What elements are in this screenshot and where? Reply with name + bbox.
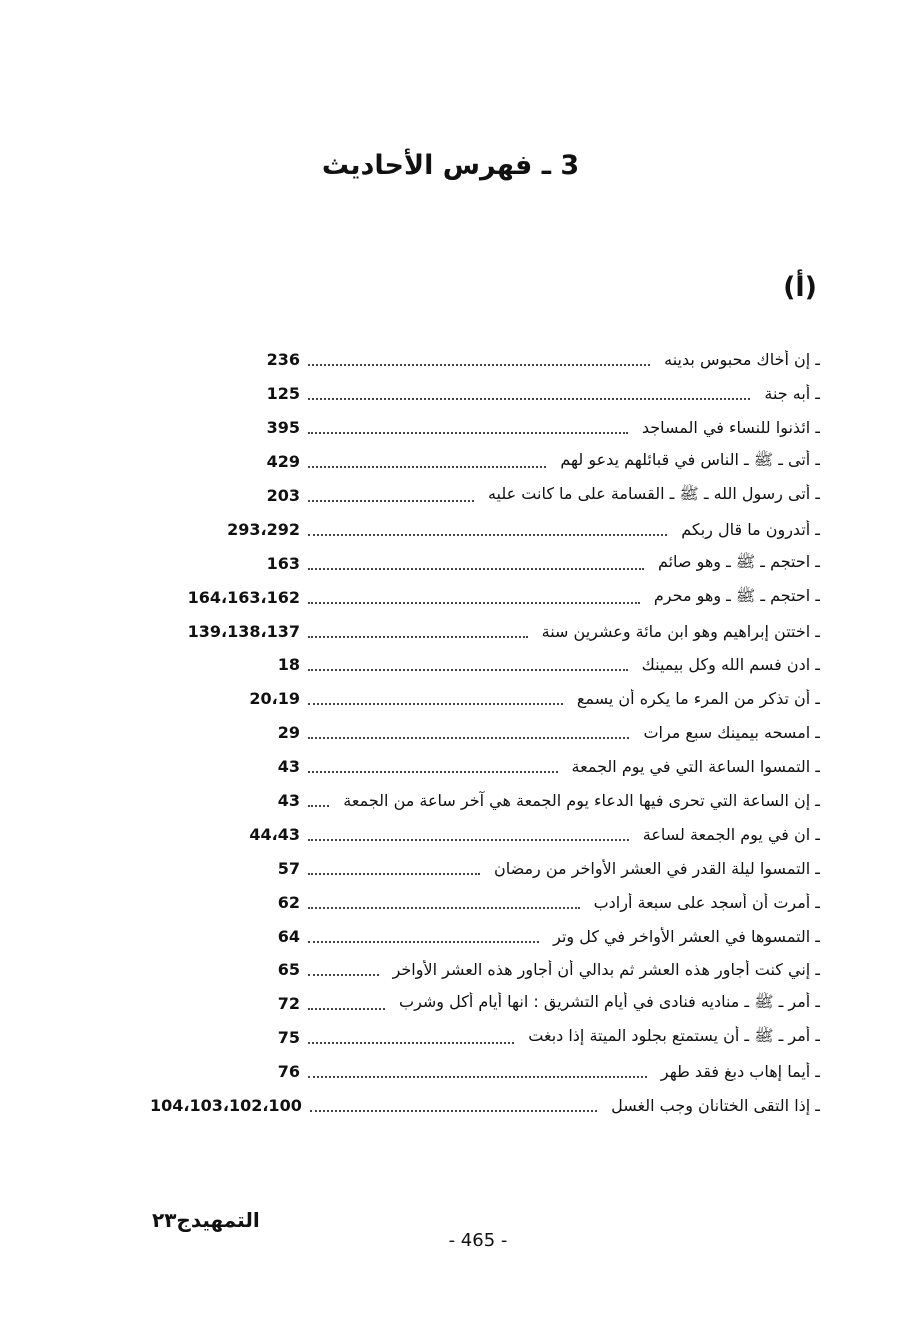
hadith-text: ـ اختتن إبراهيم وهو ابن مائة وعشرين سنة (541, 621, 820, 641)
index-entry-row (150, 919, 820, 953)
page-references: 163 (266, 553, 300, 573)
index-entry-row (150, 614, 820, 648)
hadith-text: ـ التمسوا الساعة التي في يوم الجمعة (571, 757, 820, 777)
page-references: 236 (266, 350, 300, 370)
dot-leader (308, 973, 379, 976)
hadith-text: ـ أمر ـ ﷺ ـ مناديه فنادى في أيام التشريق : انها أيام أكل وشرب (399, 992, 820, 1012)
dot-leader (308, 872, 480, 875)
index-entry-row (150, 953, 820, 987)
page-references: 293،292 (227, 519, 300, 539)
dot-leader (308, 567, 644, 570)
hadith-text: ـ أيما إهاب دبغ فقد طهر (660, 1062, 820, 1082)
index-entry-row (150, 512, 820, 546)
dot-leader (308, 702, 563, 705)
index-entry-row (150, 851, 820, 885)
hadith-text: ـ ادن فسم الله وكل بيمينك (641, 655, 820, 675)
page-references: 72 (277, 994, 300, 1014)
index-entry-row (150, 580, 820, 614)
page-references: 395 (266, 418, 300, 438)
page-references: 64 (277, 926, 300, 946)
hadith-text: ـ أن تذكر من المرء ما يكره أن يسمع (576, 689, 820, 709)
dot-leader (308, 838, 629, 841)
index-entry-row (150, 1089, 820, 1123)
dot-leader (308, 770, 558, 773)
dot-leader (308, 1041, 514, 1044)
dot-leader (308, 940, 539, 943)
page-references: 57 (277, 858, 300, 878)
hadith-text: ـ أبه جنة (764, 384, 820, 404)
hadith-text: ـ إن الساعة التي تحرى فيها الدعاء يوم الجمعة هي آخر ساعة من الجمعة (343, 791, 820, 811)
page-references: 125 (266, 384, 300, 404)
index-entry-row (150, 716, 820, 750)
hadith-text: ـ أمر ـ ﷺ ـ أن يستمتع بجلود الميتة إذا دبغت (528, 1026, 820, 1046)
index-entry-row (150, 377, 820, 411)
page-references: 62 (277, 892, 300, 912)
hadith-text: ـ إني كنت أجاور هذه العشر ثم بدالي أن أجاور هذه العشر الأواخر (392, 960, 820, 980)
index-entry-row (150, 885, 820, 919)
dot-leader (308, 533, 667, 536)
hadith-text: ـ أتدرون ما قال ربكم (681, 519, 820, 539)
index-entry-row (150, 817, 820, 851)
index-entry-row (150, 648, 820, 682)
section-letter-heading: (أ) (783, 272, 817, 303)
dot-leader (308, 906, 580, 909)
page-number: - 465 - (448, 1230, 508, 1251)
dot-leader (308, 499, 474, 502)
hadith-text: ـ امسحه بيمينك سبع مرات (643, 723, 820, 743)
dot-leader (308, 465, 546, 468)
index-title: 3 ـ فهرس الأحاديث (321, 150, 580, 181)
page-references: 104،103،102،100 (150, 1096, 302, 1116)
hadith-text: ـ ائذنوا للنساء في المساجد (641, 418, 820, 438)
hadith-text: ـ أتى ـ ﷺ ـ الناس في قبائلهم يدعو لهم (560, 450, 820, 470)
dot-leader (308, 668, 628, 671)
page-references: 43 (277, 791, 300, 811)
index-entry-row (150, 750, 820, 784)
dot-leader (308, 1075, 647, 1078)
book-volume-label: التمهيدج٢٣ (152, 1208, 260, 1232)
index-entry-row (150, 1055, 820, 1089)
hadith-text: ـ احتجم ـ ﷺ ـ وهو محرم (653, 585, 820, 605)
hadith-text: ـ أتى رسول الله ـ ﷺ ـ القسامة على ما كانت عليه (487, 484, 820, 503)
hadith-text: ـ احتجم ـ ﷺ ـ وهو صائم (657, 551, 820, 571)
dot-leader (308, 804, 329, 807)
page-references: 43 (277, 757, 300, 777)
page-references: 44،43 (249, 824, 300, 844)
page-references: 29 (277, 723, 300, 743)
page-references: 75 (277, 1028, 300, 1048)
index-entry-row (150, 546, 820, 580)
hadith-text: ـ التمسوها في العشر الأواخر في كل وتر (553, 926, 820, 946)
index-entry-row (150, 682, 820, 716)
index-entry-row (150, 784, 820, 818)
page-references: 20،19 (249, 689, 300, 709)
hadith-text: ـ إذا التقى الختانان وجب الغسل (611, 1096, 820, 1116)
dot-leader (308, 635, 528, 638)
dot-leader (310, 1109, 597, 1112)
index-entry-row (150, 445, 820, 479)
page-references: 139،138،137 (187, 621, 300, 641)
dot-leader (308, 431, 628, 434)
hadith-text: ـ التمسوا ليلة القدر في العشر الأواخر من رمضان (493, 858, 820, 878)
hadith-text: ـ أمرت أن أسجد على سبعة أرادب (593, 892, 820, 912)
page-references: 203 (266, 486, 300, 505)
dot-leader (308, 363, 650, 366)
dot-leader (308, 601, 640, 604)
page-references: 76 (277, 1062, 300, 1082)
hadith-text: ـ ان في يوم الجمعة لساعة (642, 824, 820, 844)
page-references: 18 (277, 655, 300, 675)
dot-leader (308, 397, 750, 400)
dot-leader (308, 736, 629, 739)
page-references: 65 (277, 960, 300, 980)
hadith-text: ـ إن أخاك محبوس بدينه (664, 350, 820, 370)
index-entry-row (150, 411, 820, 445)
index-entry-row (150, 479, 820, 513)
page-references: 429 (266, 452, 300, 472)
index-entry-row (150, 343, 820, 377)
index-entry-row (150, 987, 820, 1021)
index-entry-row (150, 1021, 820, 1055)
page-references: 164،163،162 (187, 587, 300, 607)
dot-leader (308, 1007, 385, 1010)
hadith-index-list (150, 343, 820, 1122)
